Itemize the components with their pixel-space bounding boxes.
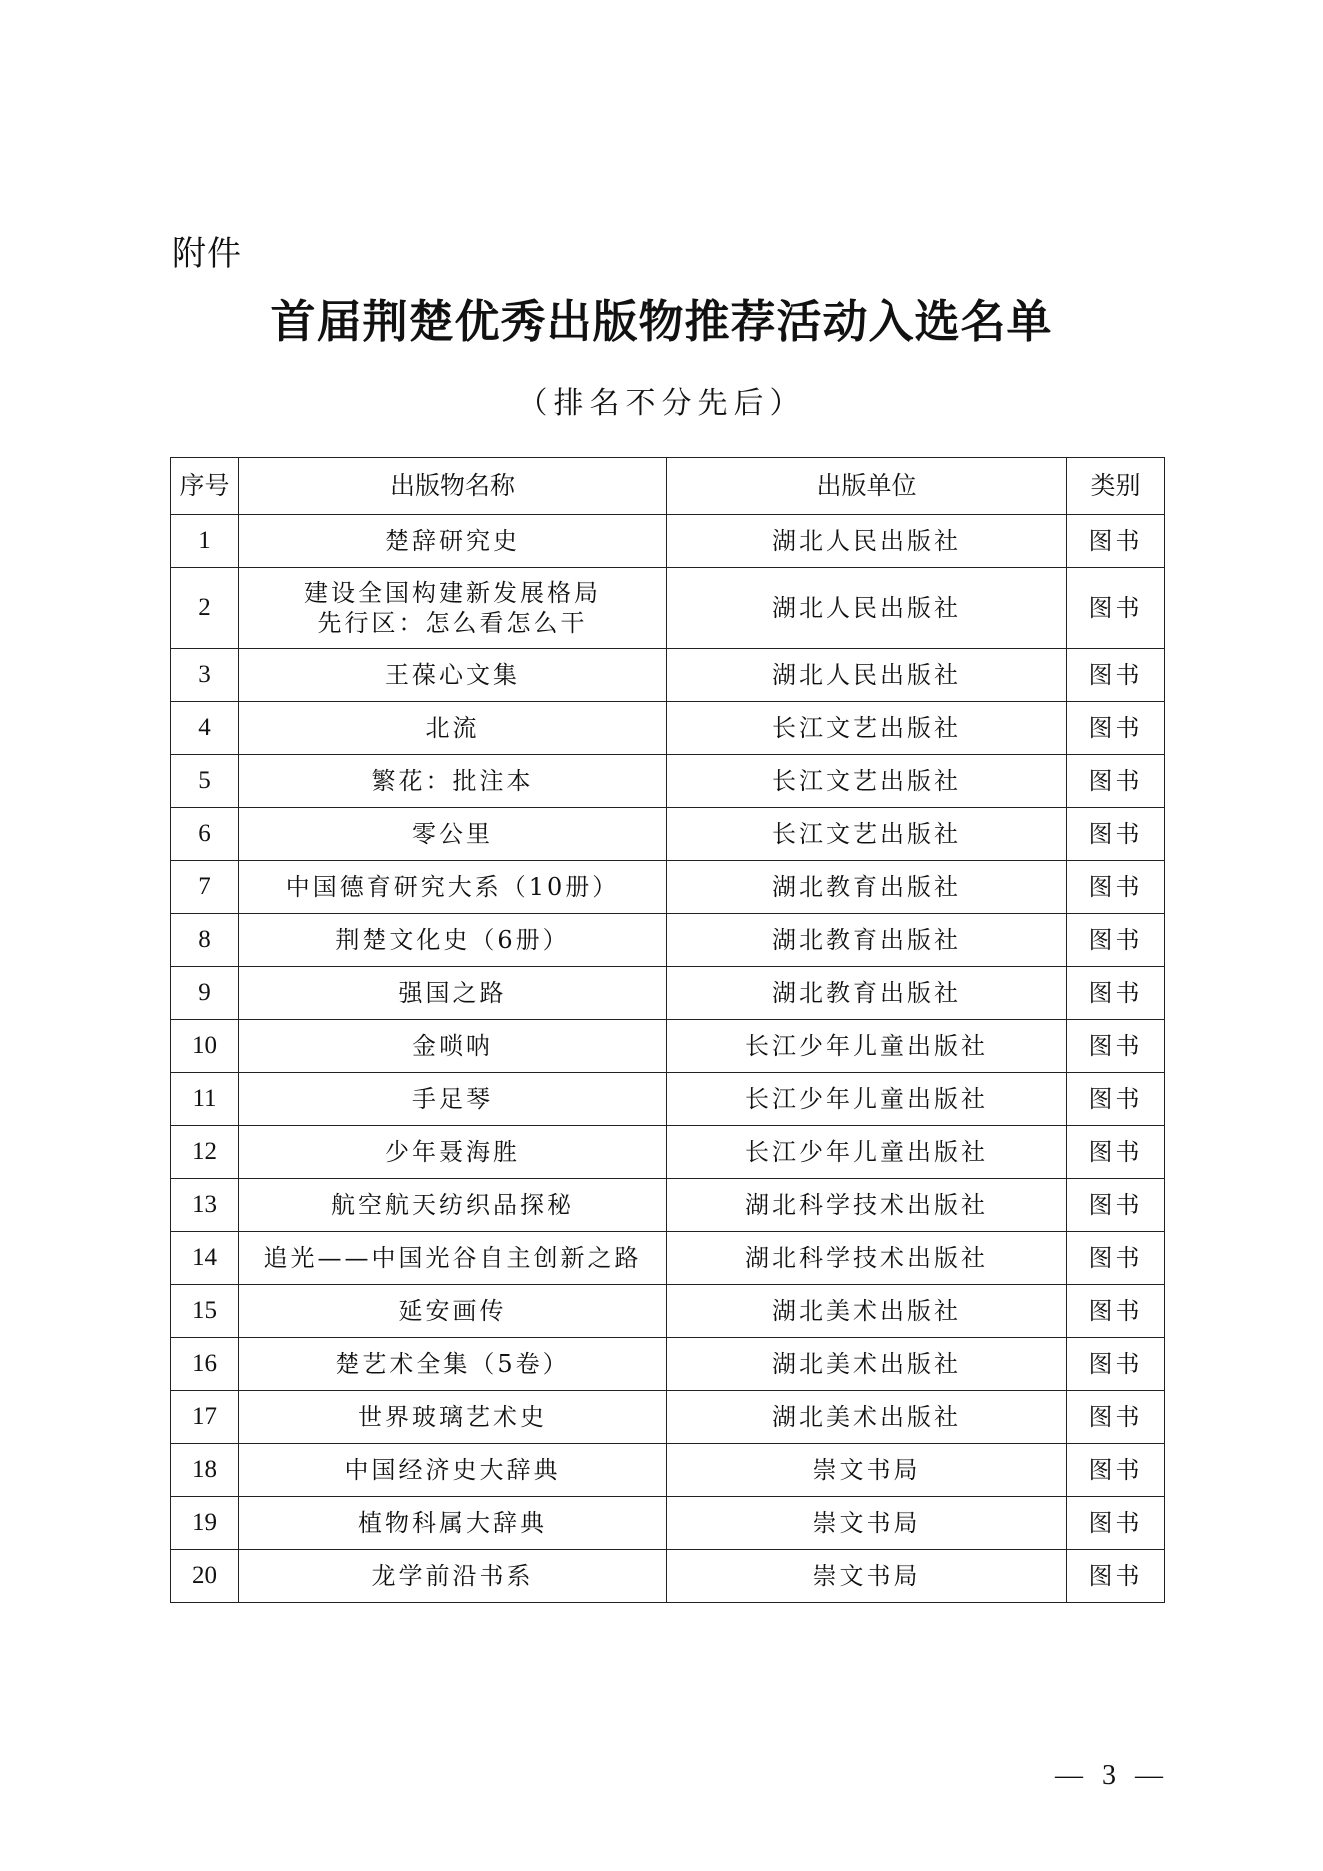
cell-publisher: 湖北人民出版社 [667,649,1067,702]
table-row [171,568,1165,649]
table-body [171,515,1165,1603]
cell-publisher: 湖北人民出版社 [667,568,1067,649]
cell-name [239,1444,667,1497]
table-header-row [171,458,1165,515]
cell-name [239,1020,667,1073]
document-subtitle: （排名不分先后） [517,386,806,421]
cell-category: 图书 [1067,1179,1165,1232]
cell-name-line: 少年聂海胜 [385,1138,520,1166]
cell-name-line: 中国经济史大辞典 [344,1456,561,1484]
cell-category: 图书 [1067,1126,1165,1179]
cell-category: 图书 [1067,914,1165,967]
cell-publisher: 长江文艺出版社 [667,808,1067,861]
cell-publisher: 长江文艺出版社 [667,702,1067,755]
document-title: 首届荆楚优秀出版物推荐活动入选名单 [270,295,1053,348]
cell-name-line: 中国德育研究大系（10册） [285,873,620,901]
cell-publisher: 湖北科学技术出版社 [667,1232,1067,1285]
table-row [171,649,1165,702]
header-category: 类别 [1067,458,1165,515]
cell-index: 12 [171,1126,239,1179]
cell-name-line: 建设全国构建新发展格局 [304,579,601,607]
cell-name [239,649,667,702]
cell-publisher: 崇文书局 [667,1444,1067,1497]
table-row [171,1073,1165,1126]
table-row [171,702,1165,755]
cell-index: 17 [171,1391,239,1444]
cell-index: 11 [171,1073,239,1126]
cell-publisher: 湖北教育出版社 [667,967,1067,1020]
cell-category: 图书 [1067,808,1165,861]
header-name: 出版物名称 [239,458,667,515]
attachment-label: 附件 [172,234,242,274]
cell-category: 图书 [1067,1020,1165,1073]
table-row [171,1391,1165,1444]
cell-name-line: 龙学前沿书系 [371,1562,534,1590]
table-row [171,808,1165,861]
cell-index: 16 [171,1338,239,1391]
cell-category: 图书 [1067,967,1165,1020]
cell-name-line: 北流 [425,714,480,742]
cell-name [239,1285,667,1338]
cell-category: 图书 [1067,515,1165,568]
header-publisher: 出版单位 [667,458,1067,515]
cell-index: 9 [171,967,239,1020]
cell-publisher: 湖北教育出版社 [667,914,1067,967]
cell-category: 图书 [1067,1073,1165,1126]
cell-category: 图书 [1067,1285,1165,1338]
cell-publisher: 崇文书局 [667,1497,1067,1550]
cell-name-line: 先行区：怎么看怎么干 [317,609,588,637]
cell-index: 7 [171,861,239,914]
cell-category: 图书 [1067,1232,1165,1285]
cell-category: 图书 [1067,1338,1165,1391]
cell-publisher: 长江文艺出版社 [667,755,1067,808]
cell-name-line: 荆楚文化史（6册） [335,926,570,954]
cell-publisher: 湖北教育出版社 [667,861,1067,914]
table-row [171,1338,1165,1391]
cell-name [239,755,667,808]
cell-category: 图书 [1067,702,1165,755]
cell-index: 19 [171,1497,239,1550]
table-row [171,914,1165,967]
header-index: 序号 [171,458,239,515]
cell-index: 15 [171,1285,239,1338]
cell-name [239,1338,667,1391]
cell-name [239,1179,667,1232]
cell-name-line: 航空航天纺织品探秘 [331,1191,574,1219]
table-row [171,1179,1165,1232]
cell-index: 14 [171,1232,239,1285]
cell-category: 图书 [1067,1391,1165,1444]
cell-publisher: 湖北美术出版社 [667,1391,1067,1444]
cell-name [239,1497,667,1550]
cell-name [239,1391,667,1444]
cell-name-line: 楚艺术全集（5卷） [335,1350,570,1378]
cell-publisher: 长江少年儿童出版社 [667,1073,1067,1126]
table-row [171,861,1165,914]
cell-name [239,1232,667,1285]
cell-publisher: 湖北科学技术出版社 [667,1179,1067,1232]
table-row [171,1126,1165,1179]
cell-name [239,568,667,649]
table-row [171,1020,1165,1073]
cell-index: 18 [171,1444,239,1497]
cell-name-line: 零公里 [412,820,493,848]
cell-publisher: 长江少年儿童出版社 [667,1020,1067,1073]
cell-index: 5 [171,755,239,808]
cell-name [239,1550,667,1603]
table-row [171,755,1165,808]
cell-name [239,808,667,861]
table-row [171,1550,1165,1603]
cell-publisher: 湖北美术出版社 [667,1338,1067,1391]
cell-name [239,914,667,967]
cell-publisher: 湖北美术出版社 [667,1285,1067,1338]
cell-publisher: 崇文书局 [667,1550,1067,1603]
cell-name [239,702,667,755]
table-row [171,967,1165,1020]
cell-index: 13 [171,1179,239,1232]
cell-category: 图书 [1067,1444,1165,1497]
table-row [171,1232,1165,1285]
cell-name-line: 手足琴 [412,1085,493,1113]
table-row [171,1444,1165,1497]
table-row [171,1285,1165,1338]
cell-category: 图书 [1067,1497,1165,1550]
cell-publisher: 长江少年儿童出版社 [667,1126,1067,1179]
cell-category: 图书 [1067,755,1165,808]
cell-name [239,861,667,914]
cell-name-line: 繁花：批注本 [371,767,534,795]
cell-category: 图书 [1067,1550,1165,1603]
cell-category: 图书 [1067,861,1165,914]
cell-category: 图书 [1067,649,1165,702]
cell-name-line: 世界玻璃艺术史 [358,1403,547,1431]
cell-index: 10 [171,1020,239,1073]
cell-name-line: 追光——中国光谷自主创新之路 [263,1244,642,1272]
cell-name-line: 楚辞研究史 [385,527,520,555]
cell-name [239,1073,667,1126]
cell-name-line: 植物科属大辞典 [358,1509,547,1537]
selection-list-table [170,457,1165,1603]
cell-name-line: 金唢呐 [412,1032,493,1060]
cell-name [239,515,667,568]
cell-name-line: 王葆心文集 [385,661,520,689]
cell-index: 2 [171,568,239,649]
cell-index: 6 [171,808,239,861]
cell-name-line: 延安画传 [398,1297,507,1325]
cell-index: 20 [171,1550,239,1603]
cell-index: 8 [171,914,239,967]
cell-index: 3 [171,649,239,702]
cell-publisher: 湖北人民出版社 [667,515,1067,568]
cell-index: 1 [171,515,239,568]
table-row [171,1497,1165,1550]
cell-category: 图书 [1067,568,1165,649]
cell-index: 4 [171,702,239,755]
table-row [171,515,1165,568]
cell-name [239,967,667,1020]
cell-name-line: 强国之路 [398,979,507,1007]
cell-name [239,1126,667,1179]
page-number: — 3 — [1055,1760,1169,1791]
